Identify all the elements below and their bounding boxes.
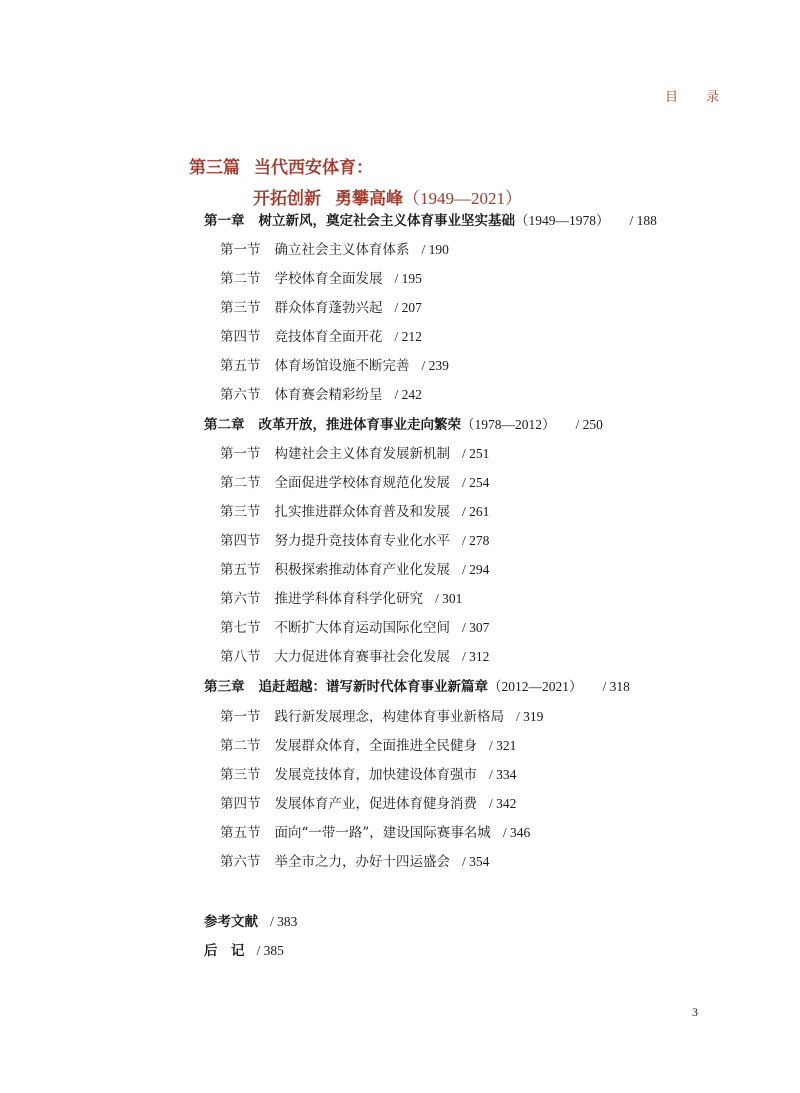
section-label: 第五节 xyxy=(220,358,261,374)
section-page: / 354 xyxy=(462,854,490,869)
part-subtitle xyxy=(253,184,522,209)
section-label: 第三节 xyxy=(220,504,261,520)
section-title: 践行新发展理念，构建体育事业新格局 xyxy=(274,709,504,725)
section-title: 推进学科体育科学化研究 xyxy=(274,591,423,607)
section-title: 体育赛会精彩纷呈 xyxy=(274,387,383,403)
section-title: 举全市之力，办好十四运盛会 xyxy=(274,854,450,870)
section-label: 第八节 xyxy=(220,649,261,665)
section-title: 学校体育全面发展 xyxy=(274,271,383,287)
section-title: 发展体育产业，促进体育健身消费 xyxy=(274,796,477,812)
section-page: / 307 xyxy=(462,620,490,635)
section-title: 确立社会主义体育体系 xyxy=(274,242,410,258)
chapter-title: 追赶超越：谱写新时代体育事业新篇章 xyxy=(258,679,488,695)
section-title: 群众体育蓬勃兴起 xyxy=(274,300,383,316)
section-page: / 261 xyxy=(462,504,490,519)
toc-section-2-6[interactable] xyxy=(220,590,462,608)
running-head: 目 录 xyxy=(665,90,732,105)
section-page: / 251 xyxy=(462,446,490,461)
toc-references[interactable] xyxy=(204,913,297,931)
chapter-years: （1978—2012） xyxy=(461,417,556,432)
section-title: 积极探索推动体育产业化发展 xyxy=(274,562,450,578)
toc-section-1-5[interactable] xyxy=(220,357,449,375)
chapter-title: 改革开放，推进体育事业走向繁荣 xyxy=(258,417,461,433)
toc-section-1-6[interactable] xyxy=(220,386,422,404)
section-label: 第七节 xyxy=(220,620,261,636)
toc-section-3-6[interactable] xyxy=(220,853,489,871)
section-title: 努力提升竞技体育专业化水平 xyxy=(274,533,450,549)
chapter-years: （2012—2021） xyxy=(488,679,583,694)
section-label: 第四节 xyxy=(220,329,261,345)
section-label: 第二节 xyxy=(220,475,261,491)
section-label: 第六节 xyxy=(220,591,261,607)
toc-section-2-4[interactable] xyxy=(220,532,489,550)
section-page: / 242 xyxy=(394,387,422,402)
section-title: 扎实推进群众体育普及和发展 xyxy=(274,504,450,520)
chapter-years: （1949—1978） xyxy=(515,213,610,228)
part-title xyxy=(189,153,373,178)
section-page: / 346 xyxy=(502,825,531,840)
section-page: / 319 xyxy=(516,709,544,724)
references-page: / 383 xyxy=(270,914,298,929)
section-label: 第三节 xyxy=(220,767,261,783)
section-label: 第四节 xyxy=(220,796,261,812)
part-subtitle-b: 勇攀高峰 xyxy=(335,189,403,209)
section-page: / 312 xyxy=(462,649,490,664)
toc-section-3-1[interactable] xyxy=(220,708,543,726)
section-label: 第一节 xyxy=(220,446,261,462)
section-title: 发展竞技体育，加快建设体育强市 xyxy=(274,767,477,783)
section-page: / 207 xyxy=(394,300,422,315)
section-page: / 342 xyxy=(489,796,517,811)
section-label: 第二节 xyxy=(220,738,261,754)
section-title: 不断扩大体育运动国际化空间 xyxy=(274,620,450,636)
section-page: / 190 xyxy=(421,242,449,257)
section-label: 第二节 xyxy=(220,271,261,287)
chapter-title: 树立新风，奠定社会主义体育事业坚实基础 xyxy=(258,213,515,229)
chapter-label: 第三章 xyxy=(204,679,245,695)
toc-section-1-2[interactable] xyxy=(220,270,422,288)
chapter-page: / 250 xyxy=(575,417,603,432)
chapter-label: 第二章 xyxy=(204,417,245,433)
section-title: 体育场馆设施不断完善 xyxy=(274,358,410,374)
toc-section-3-4[interactable] xyxy=(220,795,516,813)
section-title: 竞技体育全面开花 xyxy=(274,329,383,345)
section-label: 第五节 xyxy=(220,562,261,578)
section-page: / 334 xyxy=(489,767,517,782)
references-label: 参考文献 xyxy=(204,914,258,930)
afterword-page: / 385 xyxy=(256,943,284,958)
toc-chapter-2[interactable] xyxy=(204,416,603,434)
toc-chapter-1[interactable] xyxy=(204,212,657,230)
toc-section-1-4[interactable] xyxy=(220,328,422,346)
section-page: / 195 xyxy=(394,271,422,286)
section-title: 构建社会主义体育发展新机制 xyxy=(274,446,450,462)
section-title: 发展群众体育，全面推进全民健身 xyxy=(274,738,477,754)
toc-section-2-7[interactable] xyxy=(220,619,489,637)
section-label: 第五节 xyxy=(220,825,261,841)
toc-section-3-2[interactable] xyxy=(220,737,516,755)
section-page: / 254 xyxy=(462,475,490,490)
chapter-label: 第一章 xyxy=(204,213,245,229)
toc-section-2-3[interactable] xyxy=(220,503,489,521)
page-number: 3 xyxy=(692,1005,698,1019)
section-page: / 294 xyxy=(462,562,490,577)
chapter-page: / 318 xyxy=(602,679,630,694)
part-subtitle-years: （1949—2021） xyxy=(403,189,522,208)
section-label: 第六节 xyxy=(220,387,261,403)
section-title: 全面促进学校体育规范化发展 xyxy=(274,475,450,491)
part-title-text: 当代西安体育： xyxy=(254,158,373,178)
toc-section-1-3[interactable] xyxy=(220,299,422,317)
toc-section-3-5[interactable] xyxy=(220,824,530,842)
toc-section-2-8[interactable] xyxy=(220,648,489,666)
section-page: / 278 xyxy=(462,533,490,548)
section-label: 第一节 xyxy=(220,709,261,725)
toc-section-3-3[interactable] xyxy=(220,766,516,784)
toc-section-2-1[interactable] xyxy=(220,445,489,463)
toc-chapter-3[interactable] xyxy=(204,678,630,696)
part-subtitle-a: 开拓创新 xyxy=(253,189,321,209)
toc-section-1-1[interactable] xyxy=(220,241,449,259)
section-page: / 239 xyxy=(421,358,449,373)
section-page: / 301 xyxy=(435,591,463,606)
part-label: 第三篇 xyxy=(189,158,240,178)
toc-section-2-5[interactable] xyxy=(220,561,489,579)
section-page: / 212 xyxy=(394,329,422,344)
section-title: 大力促进体育赛事社会化发展 xyxy=(274,649,450,665)
chapter-page: / 188 xyxy=(629,213,657,228)
section-label: 第四节 xyxy=(220,533,261,549)
toc-afterword[interactable] xyxy=(204,942,284,960)
section-label: 第六节 xyxy=(220,854,261,870)
section-title: 面向“一带一路”，建设国际赛事名城 xyxy=(274,825,491,841)
section-label: 第三节 xyxy=(220,300,261,316)
section-label: 第一节 xyxy=(220,242,261,258)
afterword-label: 后 记 xyxy=(204,943,245,959)
section-page: / 321 xyxy=(489,738,517,753)
toc-section-2-2[interactable] xyxy=(220,474,489,492)
